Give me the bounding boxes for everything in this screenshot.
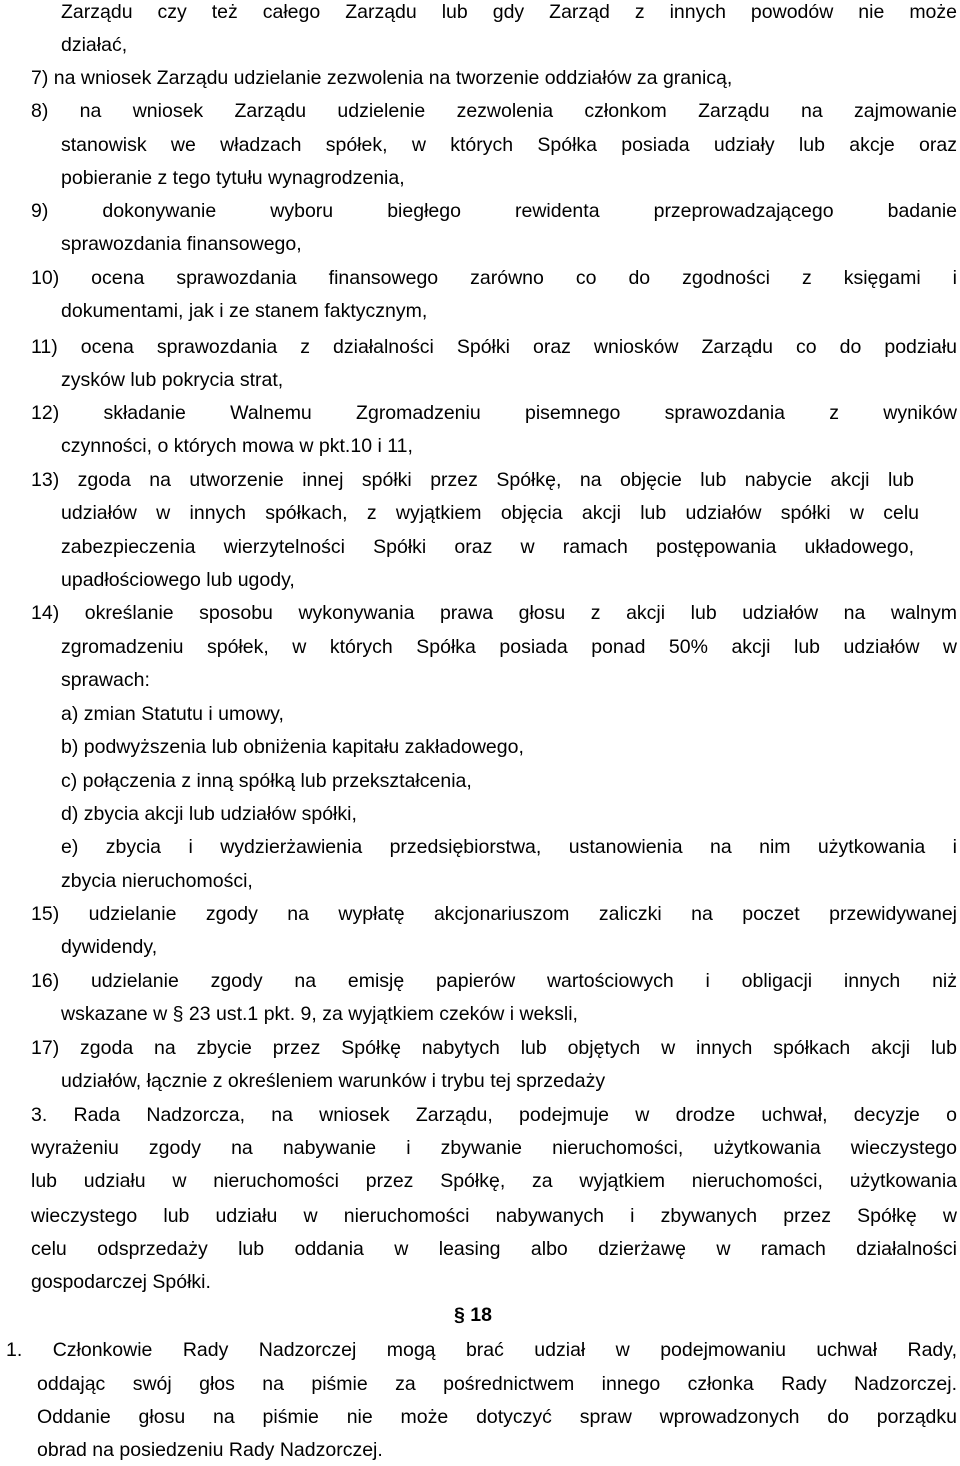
text-line: zabezpieczenia wierzytelności Spółki oraz w ramach postępowania układowego, [61, 536, 914, 558]
list-item-15: 15) udzielanie zgody na wypłatę akcjonariuszom zaliczki na poczet przewidywanej [31, 903, 957, 925]
list-item-16: 16) udzielanie zgody na emisję papierów wartościowych i obligacji innych niż [31, 970, 957, 992]
list-item-17: 17) zgoda na zbycie przez Spółkę nabytych lub objętych w innych spółkach akcji lub [31, 1037, 957, 1059]
text-line: celu odsprzedaży lub oddania w leasing albo dzierżawę w ramach działalności [31, 1238, 957, 1260]
text-line: udziałów w innych spółkach, z wyjątkiem objęcia akcji lub udziałów spółki w celu [61, 502, 919, 524]
text-line: upadłościowego lub ugody, [61, 569, 295, 591]
text-line: wieczystego lub udziału w nieruchomości nabywanych i zbywanych przez Spółkę w [31, 1205, 957, 1227]
text-line: gospodarczej Spółki. [31, 1271, 211, 1293]
paragraph-3: 3. Rada Nadzorcza, na wniosek Zarządu, podejmuje w drodze uchwał, decyzje o [31, 1104, 957, 1126]
list-item-14: 14) określanie sposobu wykonywania prawa głosu z akcji lub udziałów na walnym [31, 602, 957, 624]
sub-item-b: b) podwyższenia lub obniżenia kapitału zakładowego, [61, 736, 524, 758]
text-line: dywidendy, [61, 936, 158, 958]
text-line: sprawozdania finansowego, [61, 233, 302, 255]
text-line: wyrażeniu zgody na nabywanie i zbywanie nieruchomości, użytkowania wieczystego [31, 1137, 957, 1159]
sub-item-c: c) połączenia z inną spółką lub przekształcenia, [61, 770, 472, 792]
list-item-12: 12) składanie Walnemu Zgromadzeniu pisemnego sprawozdania z wyników [31, 402, 957, 424]
paragraph-1: 1. Członkowie Rady Nadzorczej mogą brać udział w podejmowaniu uchwał Rady, [6, 1339, 957, 1361]
list-item-13: 13) zgoda na utworzenie innej spółki przez Spółkę, na objęcie lub nabycie akcji lub [31, 469, 914, 491]
text-line: dokumentami, jak i ze stanem faktycznym, [61, 300, 428, 322]
text-line: obrad na posiedzeniu Rady Nadzorczej. [37, 1439, 383, 1461]
text-line: pobieranie z tego tytułu wynagrodzenia, [61, 167, 405, 189]
sub-item-a: a) zmian Statutu i umowy, [61, 703, 284, 725]
text-line: zgromadzeniu spółek, w których Spółka posiada ponad 50% akcji lub udziałów w [61, 636, 957, 658]
text-line: udziałów, łącznie z określeniem warunków i trybu tej sprzedaży [61, 1070, 606, 1092]
text-line: działać, [61, 34, 128, 56]
section-heading: § 18 [454, 1304, 492, 1326]
sub-item-d: d) zbycia akcji lub udziałów spółki, [61, 803, 357, 825]
text-line: czynności, o których mowa w pkt.10 i 11, [61, 435, 413, 457]
text-line: sprawach: [61, 669, 150, 691]
text-line: Zarządu czy też całego Zarządu lub gdy Zarząd z innych powodów nie może [61, 1, 957, 23]
list-item-11: 11) ocena sprawozdania z działalności Spółki oraz wniosków Zarządu co do podziału [31, 336, 957, 358]
text-line: stanowisk we władzach spółek, w których Spółka posiada udziały lub akcje oraz [61, 134, 957, 156]
text-line: Oddanie głosu na piśmie nie może dotyczyć spraw wprowadzonych do porządku [37, 1406, 957, 1428]
text-line: oddając swój głos na piśmie za pośrednictwem innego członka Rady Nadzorczej. [37, 1373, 957, 1395]
text-line: lub udziału w nieruchomości przez Spółkę, za wyjątkiem nieruchomości, użytkowania [31, 1170, 957, 1192]
text-line: wskazane w § 23 ust.1 pkt. 9, za wyjątkiem czeków i weksli, [61, 1003, 578, 1025]
sub-item-e: e) zbycia i wydzierżawienia przedsiębiorstwa, ustanowienia na nim użytkowania i [61, 836, 957, 858]
text-line: zysków lub pokrycia strat, [61, 369, 284, 391]
list-item-10: 10) ocena sprawozdania finansowego zarówno co do zgodności z księgami i [31, 267, 957, 289]
list-item-9: 9) dokonywanie wyboru biegłego rewidenta przeprowadzającego badanie [31, 200, 957, 222]
list-item-8: 8) na wniosek Zarządu udzielenie zezwolenia członkom Zarządu na zajmowanie [31, 100, 957, 122]
text-line: zbycia nieruchomości, [61, 870, 253, 892]
list-item-7: 7) na wniosek Zarządu udzielanie zezwolenia na tworzenie oddziałów za granicą, [31, 67, 733, 89]
